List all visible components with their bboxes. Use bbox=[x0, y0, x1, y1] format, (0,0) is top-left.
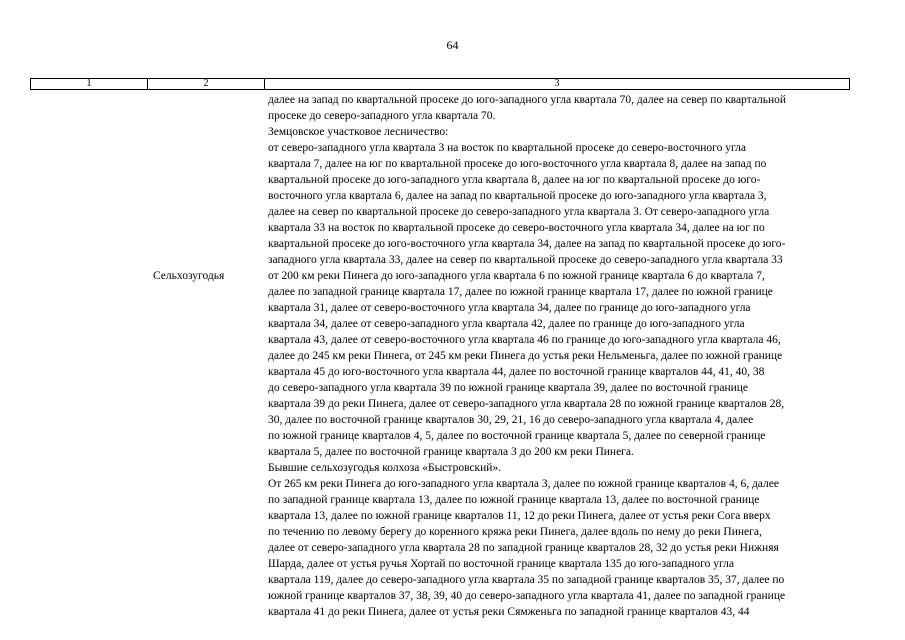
text-line: квартала 34, далее от северо-западного угла квартала 42, далее по границе до юго-западного угла bbox=[268, 318, 745, 330]
text-line: по течению по левому берегу до коренного кряжа реки Пинега, далее вдоль по нему до реки Пинега, bbox=[268, 526, 762, 538]
column-header-1: 1 bbox=[31, 79, 148, 90]
column-header-2: 2 bbox=[148, 79, 265, 90]
text-line: квартальной просеке до юго-западного угла квартала 8, далее на юг по квартальной просеке до юго- bbox=[268, 174, 761, 186]
text-line: Бывшие сельхозугодья колхоза «Быстровский». bbox=[268, 462, 502, 474]
text-line: квартальной просеке до юго-восточного угла квартала 34, далее на запад по квартальной просеке до юго- bbox=[268, 238, 786, 250]
text-line: от северо-западного угла квартала 3 на восток по квартальной просеке до северо-восточного угла bbox=[268, 142, 746, 154]
text-line: до северо-западного угла квартала 39 по южной границе квартала 39, далее по восточной границе bbox=[268, 382, 749, 394]
text-line: Шарда, далее от устья ручья Хортай по восточной границе квартала 135 до юго-западного угла bbox=[268, 558, 734, 570]
text-line: Земцовское участковое лесничество: bbox=[268, 126, 449, 138]
page-number: 64 bbox=[446, 38, 459, 52]
text-line: квартала 13, далее по южной границе кварталов 11, 12 до реки Пинега, далее от устья реки Сога вверх bbox=[268, 510, 771, 522]
text-line: по западной границе квартала 13, далее по южной границе квартала 13, далее по восточной границе bbox=[268, 494, 760, 506]
text-line: квартала 45 до юго-восточного угла квартала 44, далее по восточной границе кварталов 44, 41, 40, 38 bbox=[268, 366, 765, 378]
column-header-table bbox=[30, 78, 850, 90]
forestry-boundary-text bbox=[268, 92, 858, 268]
text-line: далее по западной границе квартала 17, далее по южной границе квартала 17, далее по южной границе bbox=[268, 286, 773, 298]
text-line: 30, далее по восточной границе кварталов 30, 29, 21, 16 до северо-западного угла квартала 4, далее bbox=[268, 414, 754, 426]
text-line: квартала 7, далее на юг по квартальной просеке до юго-восточного угла квартала 8, далее на запад по bbox=[268, 158, 767, 170]
text-line: далее до 245 км реки Пинега, от 245 км реки Пинега до устья реки Нельменьга, далее по южной границе bbox=[268, 350, 783, 362]
text-line: южной границе кварталов 37, 38, 39, 40 до северо-западного угла квартала 41, далее по западной границе bbox=[268, 590, 786, 602]
text-line: далее на запад по квартальной просеке до юго-западного угла квартала 70, далее на север по квартальной bbox=[268, 94, 787, 106]
text-line: восточного угла квартала 6, далее на запад по квартальной просеке до юго-западного угла квартала 3, bbox=[268, 190, 767, 202]
text-line: квартала 41 до реки Пинега, далее от устья реки Сямженьга по западной границе кварталов 43, 44 bbox=[268, 606, 750, 618]
text-line: квартала 119, далее до северо-западного угла квартала 35 по западной границе кварталов 35, 37, далее по bbox=[268, 574, 785, 586]
text-line: далее от северо-западного угла квартала 28 по западной границе кварталов 28, 32 до устья реки Нижняя bbox=[268, 542, 779, 554]
text-line: от 200 км реки Пинега до юго-западного угла квартала 6 по южной границе квартала 6 до квартала 7, bbox=[268, 270, 765, 282]
text-line: по южной границе кварталов 4, 5, далее по восточной границе квартала 5, далее по северной границе bbox=[268, 430, 766, 442]
text-line: квартала 31, далее от северо-восточного угла квартала 34, далее по границе до юго-западного угла bbox=[268, 302, 751, 314]
text-line: западного угла квартала 33, далее на север по квартальной просеке до северо-западного угла квартала 33 bbox=[268, 254, 783, 266]
text-line: квартала 33 на восток по квартальной просеке до северо-восточного угла квартала 34, далее на юг по bbox=[268, 222, 765, 234]
column-header-3: 3 bbox=[265, 79, 850, 90]
section-label-agricultural-land: Сельхозугодья bbox=[153, 270, 225, 282]
agricultural-boundary-text bbox=[268, 268, 858, 620]
text-line: квартала 43, далее от северо-восточного угла квартала 46 по границе до юго-западного угла квартала 46, bbox=[268, 334, 781, 346]
text-line: От 265 км реки Пинега до юго-западного угла квартала 3, далее по южной границе кварталов 4, 6, далее bbox=[268, 478, 779, 490]
text-line: квартала 39 до реки Пинега, далее от северо-западного угла квартала 28 по южной границе кварталов 28, bbox=[268, 398, 785, 410]
text-line: далее на север по квартальной просеке до северо-западного угла квартала 3. От северо-западного угла bbox=[268, 206, 770, 218]
text-line: квартала 5, далее по восточной границе квартала 3 до 200 км реки Пинега. bbox=[268, 446, 634, 458]
text-line: просеке до северо-западного угла квартала 70. bbox=[268, 110, 496, 122]
